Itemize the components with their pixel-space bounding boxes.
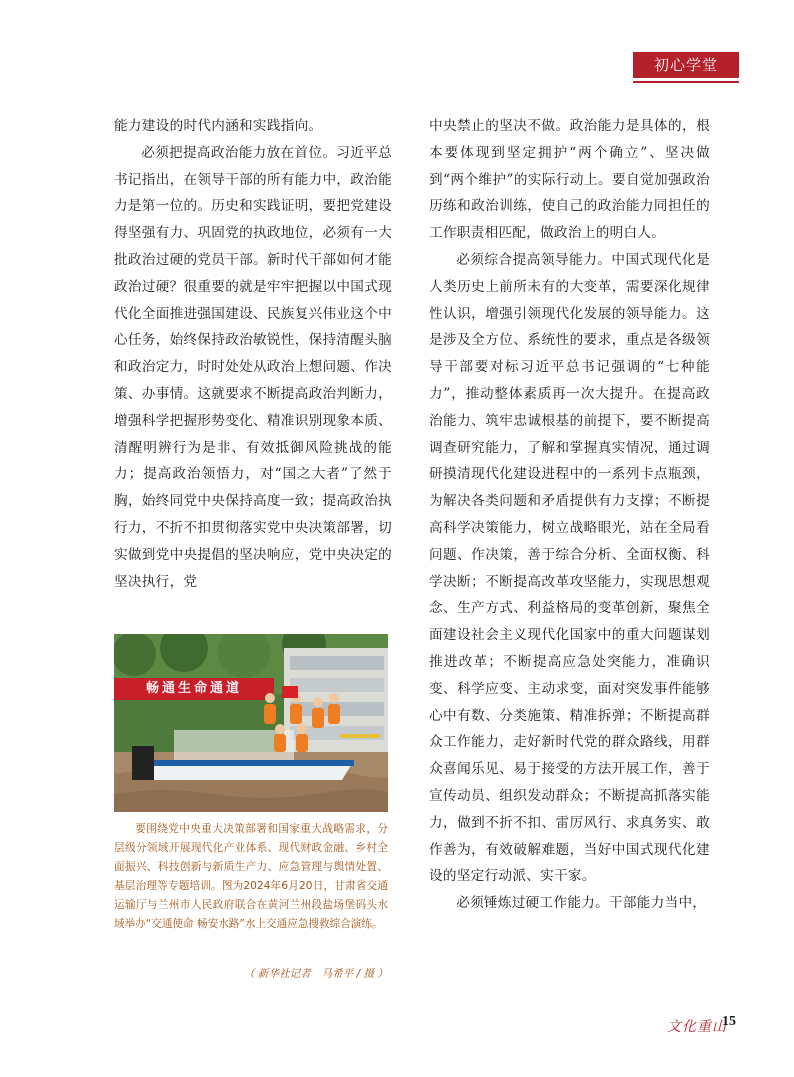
body-paragraph: 必须锤炼过硬工作能力。干部能力当中， — [456, 895, 707, 912]
photo-caption — [114, 820, 388, 934]
body-paragraph: 中央禁止的坚决不做。政治能力是具体的，根本要体现到坚定拥护“两个确立”、坚决做到“两个维护”的实际行动上。要自觉加强政治历练和政治训练，使自己的政治能力同担任的工作职责相匹配，做政治上的明白人。 — [429, 118, 710, 242]
body-paragraph: 必须综合提高领导能力。中国式现代化是人类历史上前所未有的大变革，需要深化规律性认识，增强引领现代化发展的领导能力。这是涉及全方位、系统性的要求，重点是各级领导干部要对标习近平总书记强调的“七种能力”，推动整体素质再一次大提升。在提高政治能力、筑牢忠诚根基的前提下，要不断提高调查研究能力，了解和掌握真实情况，通过调研摸清现代化建设进程中的一系列卡点瓶颈，为解决各类问题和矛盾提供有力支撑；不断提高科学决策能力，树立战略眼光，站在全局看问题、作决策，善于综合分析、全面权衡、科学决断；不断提高改革攻坚能力，实现思想观念、生产方式、利益格局的变革创新，聚焦全面建设社会主义现代化国家中的重大问题谋划推进改革；不断提高应急处突能力，准确识变、科学应变、主动求变，面对突发事件能够心中有数、分类施策、精准拆弹；不断提高群众工作能力，走好新时代党的群众路线，用群众喜闻乐见、易于接受的方法开展工作，善于宣传动员、组织发动群众；不断提高抓落实能力，做到不折不扣、雷厉风行、求真务实、敢作善为，有效破解难题，当好中国式现代化建设的坚定行动派、实干家。 — [429, 251, 710, 885]
photo-credit: （ 新华社记者 马希平 / 摄 ） — [243, 968, 388, 980]
news-photo-rescue-drill — [114, 634, 388, 812]
caption-text: 要围绕党中央重大决策部署和国家重大战略需求，分层级分领域开展现代化产业体系、现代财政金融、乡村全面振兴、科技创新与新质生产力、应急管理与舆情处置、基层治理等专题培训。图为2024年6月20日，甘肃省交通运输厅与兰州市人民政府联合在黄河兰州段盐场堡码头水域举办“交通使命 畅安水路”水上交通应急搜救综合演练。 — [114, 823, 388, 930]
body-paragraph: 能力建设的时代内涵和实践指向。 — [114, 118, 323, 134]
body-paragraph: 必须把提高政治能力放在首位。习近平总书记指出，在领导干部的所有能力中，政治能力是第一位的。历史和实践证明，要把党建设得坚强有力、巩固党的执政地位，必须有一大批政治过硬的党员干部。新时代干部如何才能政治过硬？很重要的就是牢牢把握以中国式现代化全面推进强国建设、民族复兴伟业这个中心任务，始终保持政治敏锐性，保持清醒头脑和政治定力，时时处处从政治上想问题、作决策、办事情。这就要求不断提高政治判断力，增强科学把握形势变化、精准识别现象本质、清醒明辨行为是非、有效抵御风险挑战的能力；提高政治领悟力，对“国之大者”了然于胸，始终同党中央保持高度一致；提高政治执行力，不折不扣贯彻落实党中央决策部署，切实做到党中央提倡的坚决响应，党中央决定的坚决执行，党 — [114, 144, 392, 590]
page-number: 15 — [722, 1014, 736, 1029]
section-tag-underline — [633, 81, 739, 83]
section-tag: 初心学堂 — [633, 52, 739, 78]
publication-logo: 文化重山 — [667, 1019, 727, 1035]
photo-illustration — [114, 634, 388, 812]
photo-banner-text: 畅通生命通道 — [145, 681, 242, 696]
left-text-column — [114, 113, 392, 595]
right-text-column — [429, 113, 710, 917]
